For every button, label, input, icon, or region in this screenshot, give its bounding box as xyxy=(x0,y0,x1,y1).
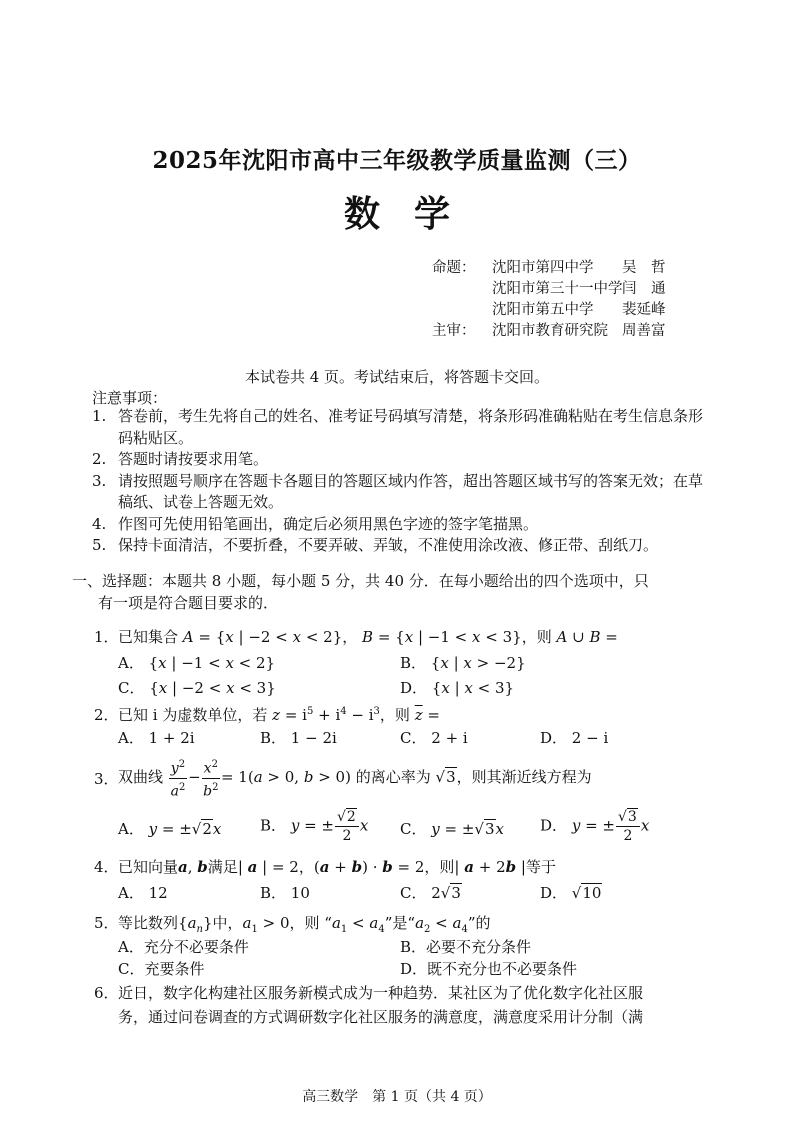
author-row xyxy=(432,279,732,300)
question-text: ，则 “ xyxy=(289,914,332,932)
option-label: C． xyxy=(400,820,427,838)
option-label: B． xyxy=(260,729,287,747)
notice-num: 1. xyxy=(92,407,107,425)
question-text: ，则其渐近线方程为 xyxy=(456,768,592,787)
question-5 xyxy=(94,912,718,935)
notice-text: 作图可先使用铅笔画出，确定后必须用黑色字迹的签字笔描黑。 xyxy=(118,514,539,533)
math-expr: $a_1 > 0$ xyxy=(242,914,290,935)
author-person: 吴 哲 xyxy=(622,260,666,276)
math-expr: $\overline{z}$ = xyxy=(414,706,440,724)
math-expr: $\{a_n\}$ xyxy=(178,914,213,935)
math-expr: | a | = 2 xyxy=(237,858,299,876)
option-label: D． xyxy=(540,729,568,747)
option-c: C． 2√3 xyxy=(400,884,461,902)
option-d: D． √10 xyxy=(540,884,602,902)
option-label: A． xyxy=(118,654,144,672)
question-text: ，则 xyxy=(521,628,552,646)
subject-title: 数学 xyxy=(343,193,484,235)
notice-item xyxy=(92,514,712,536)
option-label: A． xyxy=(118,820,144,838)
question-number: 4． xyxy=(94,858,119,876)
math-expr: B = {x | −1 < x < 3} xyxy=(362,628,522,646)
option-c: C．充要条件 xyxy=(118,960,205,978)
question-text: ， xyxy=(298,858,314,876)
math-expr: A = {x | −2 < x < 2} xyxy=(182,628,343,646)
option-a: A． 12 xyxy=(118,884,168,902)
author-school: 沈阳市第三十一中学 xyxy=(492,281,623,297)
option-a: A． {x | −1 < x < 2} xyxy=(118,654,276,672)
author-person: 闫 通 xyxy=(622,281,666,297)
author-school: 沈阳市教育研究院 xyxy=(492,323,608,339)
option-label: A． xyxy=(118,729,144,747)
section-line: 有一项是符合题目要求的． xyxy=(98,594,279,612)
question-number: 5． xyxy=(94,914,119,932)
option-label: B． xyxy=(260,884,287,902)
math-expr: (a + b) · b = 2 xyxy=(313,858,425,876)
option-label: C． xyxy=(400,729,427,747)
notice-heading: 注意事项： xyxy=(92,389,168,407)
question-text: 中， xyxy=(212,914,243,932)
notice-num: 3. xyxy=(92,471,107,490)
question-number: 6． xyxy=(94,984,119,1002)
notice-num: 2. xyxy=(92,450,107,468)
option-a: A． y = ±√2x xyxy=(118,820,222,838)
math-expr: A ∪ B = xyxy=(556,628,618,646)
option-d: D． {x | x < 3} xyxy=(400,679,515,697)
option-c: C． 2 + i xyxy=(400,729,468,747)
option-label: C． xyxy=(400,884,427,902)
option-a: A．充分不必要条件 xyxy=(118,938,249,956)
option-label: D． xyxy=(540,816,568,835)
question-text: 双曲线 xyxy=(118,768,164,787)
option-d: D． 2 − i xyxy=(540,729,609,747)
notice-list xyxy=(92,406,712,557)
math-expr: | a + 2b | xyxy=(454,858,526,876)
author-person: 周善富 xyxy=(622,323,666,339)
authors-block xyxy=(432,258,732,342)
question-2 xyxy=(94,704,718,725)
option-b: B． 10 xyxy=(260,884,310,902)
section-line: 一、选择题：本题共 8 小题，每小题 5 分，共 40 分．在每小题给出的四个选项中，只 xyxy=(72,572,649,590)
question-text: 近日，数字化构建社区服务新模式成为一种趋势．某社区为了优化数字化社区服 xyxy=(118,984,644,1002)
question-text: 已知 xyxy=(118,706,149,724)
option-label: A． xyxy=(118,884,144,902)
author-person: 裴延峰 xyxy=(622,302,666,318)
question-text: 已知向量 xyxy=(118,858,179,876)
math-expr: i xyxy=(148,706,163,724)
exam-title: 2025年沈阳市高中三年级教学质量监测（三） xyxy=(152,147,642,174)
notice-num: 4. xyxy=(92,514,107,533)
math-expr: $a_2 < a_4$ xyxy=(415,914,468,935)
notice-item xyxy=(92,406,712,449)
question-text: 的离心率为 xyxy=(355,768,431,787)
author-row xyxy=(432,321,732,342)
author-school: 沈阳市第五中学 xyxy=(492,302,594,318)
author-row xyxy=(432,258,732,279)
math-expr: $a_1 < a_4$ xyxy=(331,914,385,935)
option-d: D． y = ± $\frac{√3}{2}$ x xyxy=(540,809,650,844)
option-a: A． 1 + 2i xyxy=(118,729,195,747)
question-3 xyxy=(94,756,718,800)
option-c: C． y = ±√3x xyxy=(400,820,504,838)
question-1 xyxy=(94,626,718,647)
notice-text: 答题时请按要求用笔。 xyxy=(118,450,269,468)
question-text: 务，通过问卷调查的方式调研数字化社区服务的满意度，满意度采用计分制（满 xyxy=(118,1008,644,1026)
question-text: 满足 xyxy=(207,858,238,876)
question-number: 3． xyxy=(94,770,119,788)
option-label: B． xyxy=(400,654,427,672)
notice-text: 答卷前，考生先将自己的姓名、准考证号码填写清楚，将条形码准确粘贴在考生信息条形码粘贴区。 xyxy=(118,407,704,447)
author-row xyxy=(432,300,732,321)
option-b: B． {x | x > −2} xyxy=(400,654,526,672)
option-b: B．必要不充分条件 xyxy=(400,938,532,956)
notice-item xyxy=(92,449,712,471)
page-footer: 高三数学 第 1 页（共 4 页） xyxy=(302,1089,492,1105)
option-d: D．既不充分也不必要条件 xyxy=(400,960,578,978)
math-expr: $z = i^5 + i^4 - i^3$ xyxy=(272,706,380,724)
notice-item xyxy=(92,471,712,514)
notice-item xyxy=(92,535,712,557)
math-expr: a, b xyxy=(178,858,208,876)
question-text: ，则 xyxy=(379,706,410,724)
notice-text: 请按照题号顺序在答题卡各题目的答题区域内作答，超出答题区域书写的答案无效；在草稿纸、试卷上答题无效。 xyxy=(118,471,704,511)
exam-info: 本试卷共 4 页。考试结束后，将答题卡交回。 xyxy=(244,368,550,386)
notice-text: 保持卡面清洁，不要折叠，不要弄破、弄皱，不准使用涂改液、修正带、刮纸刀。 xyxy=(118,536,659,554)
question-text: 等于 xyxy=(525,858,556,876)
question-text: 为虚数单位，若 xyxy=(162,706,268,724)
author-role: 主审： xyxy=(432,323,476,339)
notice-num: 5. xyxy=(92,536,107,554)
section-heading xyxy=(72,570,712,614)
question-text: 已知集合 xyxy=(118,628,179,646)
option-c: C． {x | −2 < x < 3} xyxy=(118,679,276,697)
option-label: B． xyxy=(260,816,287,835)
math-expr: √3 xyxy=(430,768,456,787)
option-label: D． xyxy=(540,884,568,902)
question-number: 1． xyxy=(94,628,119,646)
option-label: D． xyxy=(400,679,428,697)
author-role: 命题： xyxy=(432,260,476,276)
option-b: B． 1 − 2i xyxy=(260,729,337,747)
question-text: ”是“ xyxy=(384,914,416,932)
author-school: 沈阳市第四中学 xyxy=(492,260,594,276)
option-b: B． y = ± $\frac{√2}{2}$ x xyxy=(260,809,369,844)
question-4 xyxy=(94,856,718,877)
question-text: 等比数列 xyxy=(118,914,179,932)
math-expr: $\frac{y^2}{a^2}$ − $\frac{x^2}{b^2}$ = 1(a > 0, b > 0) xyxy=(168,768,351,786)
question-text: ”的 xyxy=(467,914,491,932)
question-6 xyxy=(94,982,718,1027)
question-text: ，则 xyxy=(424,858,455,876)
question-text: ， xyxy=(342,628,358,646)
question-number: 2． xyxy=(94,706,119,724)
option-label: C． xyxy=(118,679,145,697)
